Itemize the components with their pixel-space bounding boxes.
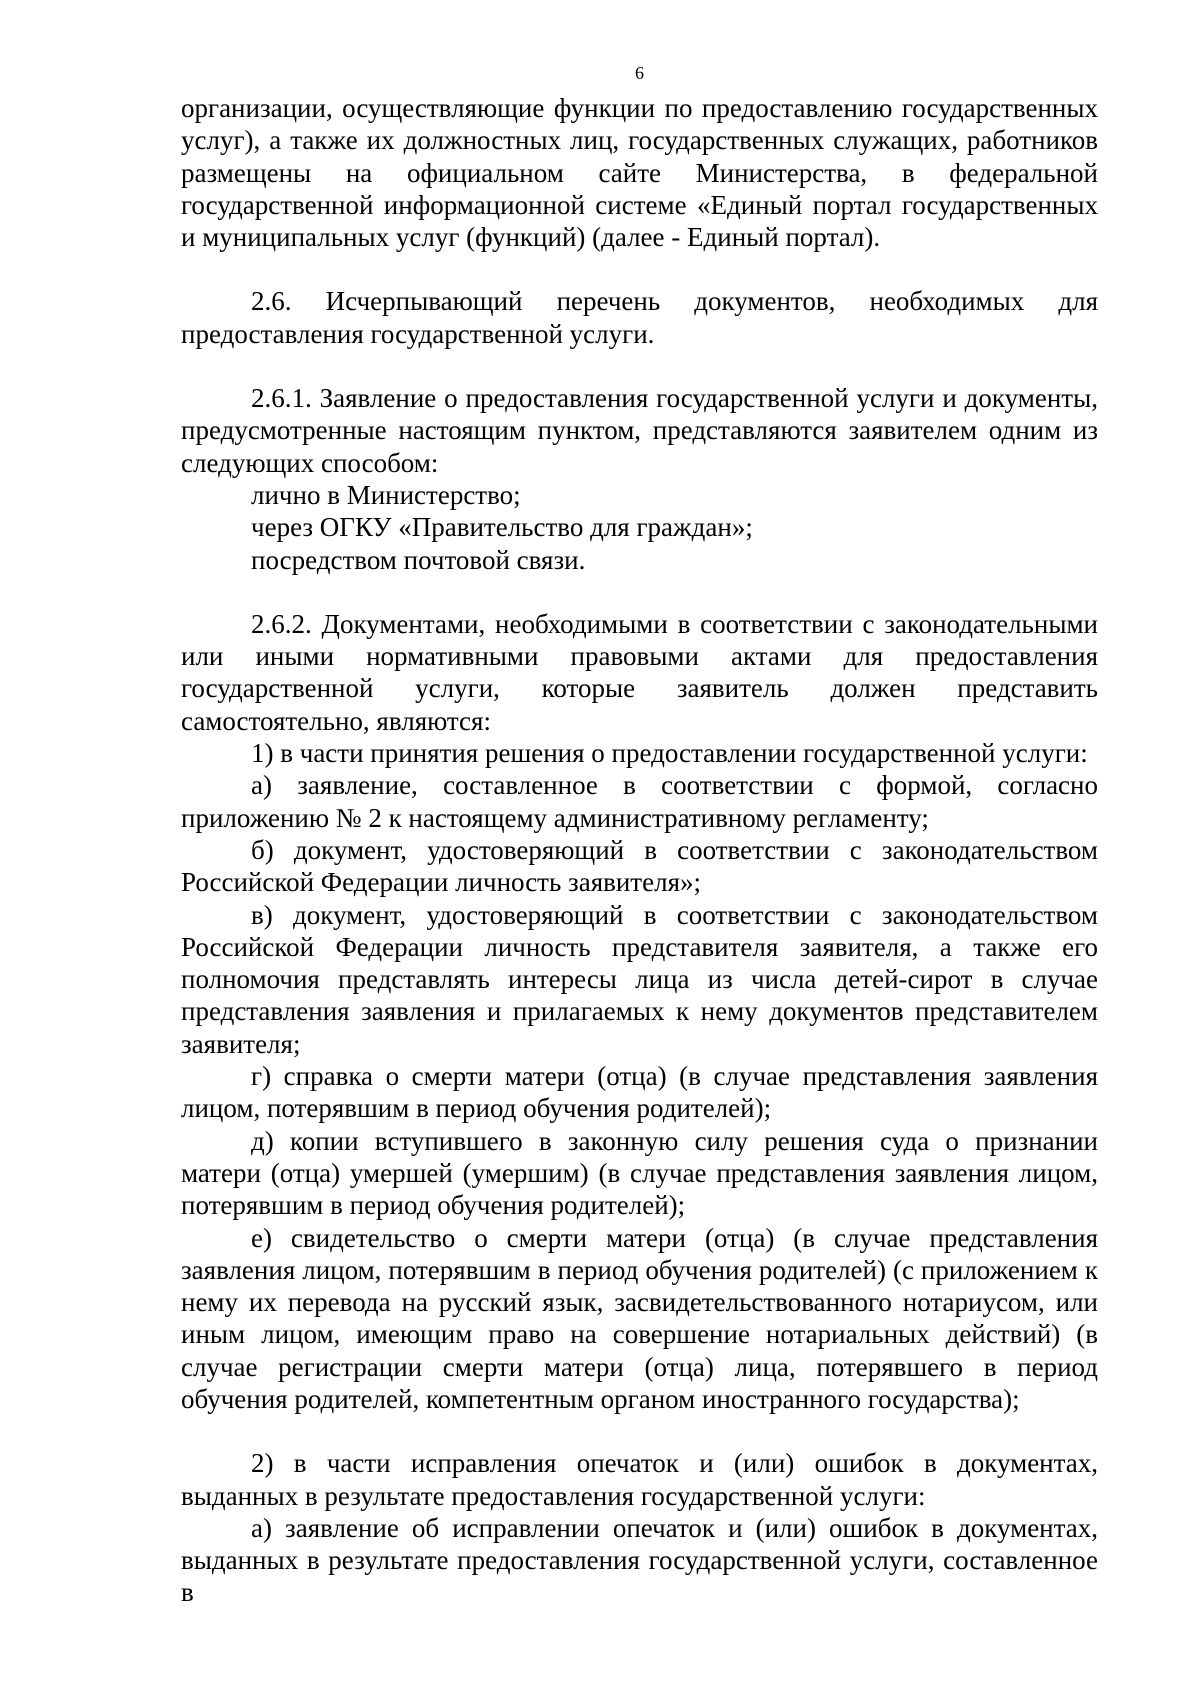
part-1-item-b: б) документ, удостоверяющий в соответствии с законодательством Российской Федерации личность заявителя»; xyxy=(181,834,1098,898)
submission-methods-list xyxy=(181,479,1098,576)
continuation-paragraph: организации, осуществляющие функции по предоставлению государственных услуг), а также их должностных лиц, государственных служащих, работников размещены на официальном сайте Министерства, в федеральной государственной информационной системе «Единый портал государственных и муниципальных услуг (функций) (далее - Единый портал). xyxy=(181,93,1098,253)
section-2-6-1-intro: 2.6.1. Заявление о предоставления государственной услуги и документы, предусмотренные настоящим пунктом, представляются заявителем одним из следующих способом: xyxy=(181,383,1098,478)
spacer xyxy=(181,253,1098,285)
part-2-item-a: а) заявление об исправлении опечаток и (или) ошибок в документах, выданных в результате предоставления государственной услуги, составленное в xyxy=(181,1512,1098,1608)
part-1-item-d: д) копии вступившего в законную силу решения суда о признании матери (отца) умершей (умершим) (в случае представления заявления лицом, потерявшим в период обучения родителей); xyxy=(181,1125,1098,1221)
list-item: посредством почтовой связи. xyxy=(251,544,586,575)
part-1-item-v: в) документ, удостоверяющий в соответствии с законодательством Российской Федерации личность представителя заявителя, а также его полномочия представлять интересы лица из числа детей-сирот в случае представления заявления и прилагаемых к нему документов представителем заявителя; xyxy=(181,899,1098,1059)
spacer xyxy=(181,1415,1098,1447)
part-1-item-e: е) свидетельство о смерти матери (отца) (в случае представления заявления лицом, потерявшим в период обучения родителей) (с приложением к нему их перевода на русский язык, засвидетельствованного нотариусом, или иным лицом, имеющим право на совершение нотариальных действий) (в случае регистрации смерти матери (отца) лица, потерявшего в период обучения родителей, компетентным органом иностранного государства); xyxy=(181,1222,1098,1414)
part-2-title: 2) в части исправления опечаток и (или) ошибок в документах, выданных в результате предоставления государственной услуги: xyxy=(181,1448,1098,1511)
part-1-item-g: г) справка о смерти матери (отца) (в случае представления заявления лицом, потерявшим в период обучения родителей); xyxy=(181,1061,1098,1124)
list-item: лично в Министерство; xyxy=(251,479,521,510)
spacer xyxy=(181,350,1098,382)
section-2-6-heading: 2.6. Исчерпывающий перечень документов, необходимых для предоставления государственной услуги. xyxy=(181,286,1098,349)
section-2-6-2-intro: 2.6.2. Документами, необходимыми в соответствии с законодательными или иными нормативными правовыми актами для предоставления государственной услуги, которые заявитель должен представить самостоятельно, являются: xyxy=(181,608,1098,736)
list-item: через ОГКУ «Правительство для граждан»; xyxy=(251,512,753,543)
part-1-item-a: а) заявление, составленное в соответствии с формой, согласно приложению № 2 к настоящему административному регламенту; xyxy=(181,770,1098,833)
page-number: 6 xyxy=(635,63,644,83)
part-1-title: 1) в части принятия решения о предоставлении государственной услуги: xyxy=(251,738,1088,769)
spacer xyxy=(181,576,1098,608)
